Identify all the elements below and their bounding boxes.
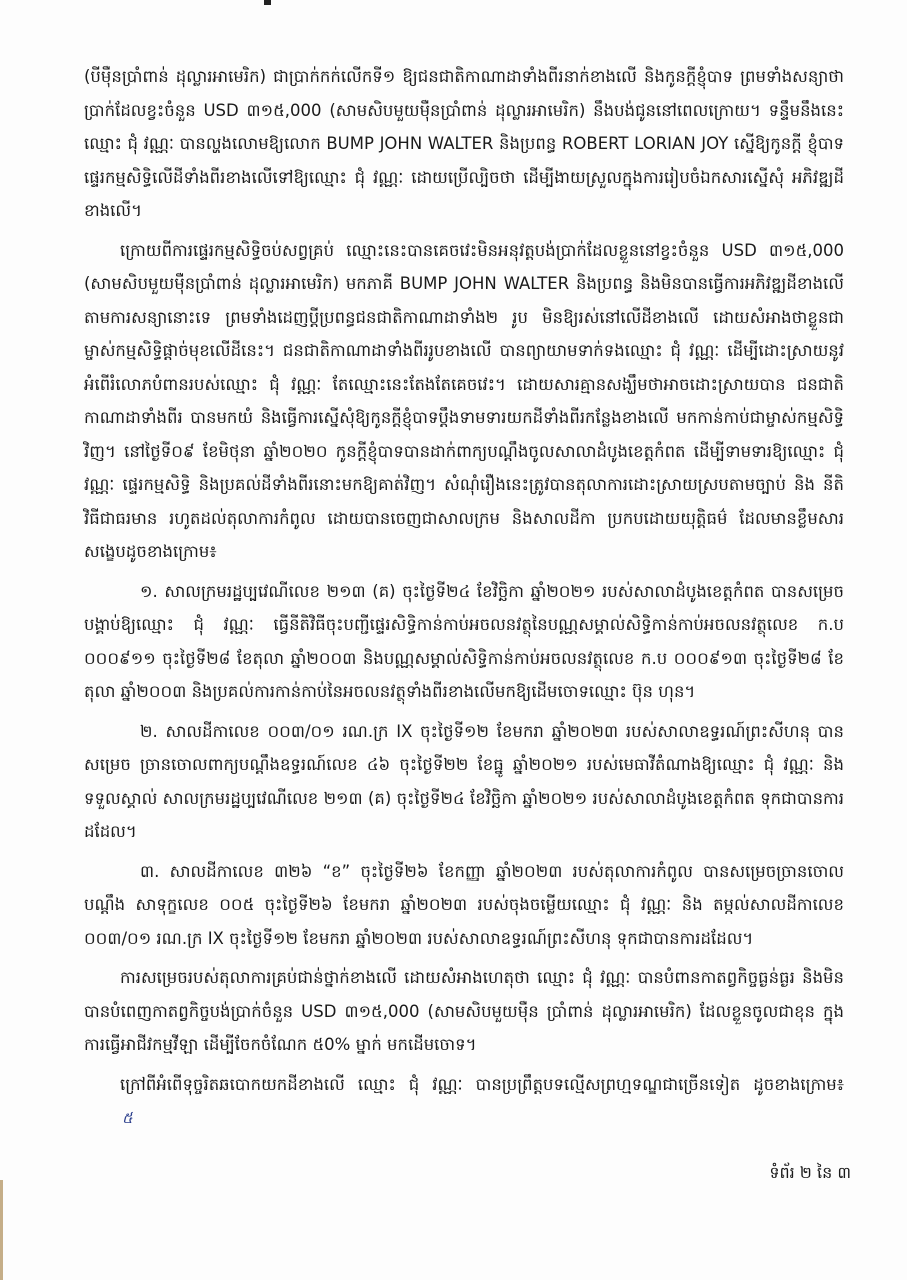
paragraph-judgment-2: ២. សាលដីកាលេខ ០០៣/០១ រណ.ក្រ IX ចុះថ្ងៃទី១២ ខែមករា ឆ្នាំ២០២៣ របស់សាលាឧទ្ធរណ៍ព្រះសីហនុ បានសម្រេច ច្រានចោលពាក្យបណ្ដឹងឧទ្ធរណ៍លេខ ៤៦ ចុះថ្ងៃទី២២ ខែធ្នូ ឆ្នាំ២០២១ របស់មេធាវីតំណាងឱ្យឈ្មោះ ជុំ វណ្ណៈ និងទទួលស្គាល់ សាលក្រមរដ្ឋប្បវេណីលេខ ២១៣ (គ) ចុះថ្ងៃទី២៤ ខែវិច្ឆិកា ឆ្នាំ២០២១ របស់សាលាដំបូងខេត្តកំពត ទុកជាបានការដដែល។ <box>84 721 844 841</box>
scan-edge <box>0 1180 3 1280</box>
binding-mark <box>264 0 271 5</box>
paragraph-other-offenses-text: ក្រៅពីអំពើទុច្ចរិតឆបោកយកដីខាងលើ ឈ្មោះ ជុំ វណ្ណៈ បានប្រព្រឹត្តបទល្មើសព្រហ្មទណ្ឌជាច្រើនទៀត ដូចខាងក្រោម៖ <box>120 1074 844 1094</box>
paragraph-judgment-3: ៣. សាលដីកាលេខ ៣២៦ “ខ” ចុះថ្ងៃទី២៦ ខែកញ្ញា ឆ្នាំ២០២៣ របស់តុលាការកំពូល បានសម្រេចច្រានចោលបណ្ដឹង សាទុក្ខលេខ ០០៥ ចុះថ្ងៃទី២៦ ខែមករា ឆ្នាំ២០២៣ របស់ចុងចម្លើយឈ្មោះ ជុំ វណ្ណៈ និង តម្កល់សាលដីកាលេខ ០០៣/០១ រណ.ក្រ IX ចុះថ្ងៃទី១២ ខែមករា ឆ្នាំ២០២៣ របស់សាលាឧទ្ធរណ៍ព្រះសីហនុ ទុកជាបានការដដែល។ <box>84 861 844 948</box>
paragraph-court-decision: ការសម្រេចរបស់តុលាការគ្រប់ជាន់ថ្នាក់ខាងលើ ដោយសំអាងហេតុថា ឈ្មោះ ជុំ វណ្ណៈ បានបំពានកាតព្វកិច្ចធ្ងន់ធ្ងរ និងមិនបានបំពេញកាតព្វកិច្ចបង់ប្រាក់ចំនួន USD ៣១៥,000 (សាមសិបមួយម៉ឺន ប្រាំពាន់ ដុល្លារអាមេរិក) ដែលខ្លួនចូលជាខុន ក្នុងការធ្វើអាជីវកម្មវីឡា ដើម្បីចែកចំណែក ៥0% ម្នាក់ មកដើមចោទ។ <box>84 968 844 1054</box>
document-body <box>84 60 844 1142</box>
paragraph-continuation: (បីម៉ឺនប្រាំពាន់ ដុល្លារអាមេរិក) ជាប្រាក់កក់លើកទី១ ឱ្យជនជាតិកាណាដាទាំងពីរនាក់ខាងលើ និងកូនក្ដីខ្ញុំបាទ ព្រមទាំងសន្យាថា ប្រាក់ដែលខ្វះចំនួន USD ៣១៥,000 (សាមសិបមួយម៉ឺនប្រាំពាន់ ដុល្លារអាមេរិក) នឹងបង់ជូននៅពេលក្រោយ។ ទន្ទឹមនឹងនេះ ឈ្មោះ ជុំ វណ្ណៈ បានល្ហងលោមឱ្យលោក BUMP JOHN WALTER និងប្រពន្ធ ROBERT LORIAN JOY ស្នើឱ្យកូនក្ដី ខ្ញុំបាទ ផ្ទេរកម្មសិទ្ធិលើដីទាំងពីរខាងលើទៅឱ្យឈ្មោះ ជុំ វណ្ណៈ ដោយប្រើល្បិចថា ដើម្បីងាយស្រួលក្នុងការរៀបចំឯកសារស្នើសុំ អភិវឌ្ឍដីខាងលើ។ <box>84 67 844 220</box>
handwritten-mark: ៥ <box>122 1109 133 1127</box>
paragraph-other-offenses <box>84 1068 844 1136</box>
page-number: ទំព័រ ២ នៃ ៣ <box>769 1163 851 1182</box>
paragraph-judgment-1: ១. សាលក្រមរដ្ឋប្បវេណីលេខ ២១៣ (គ) ចុះថ្ងៃទី២៤ ខែវិច្ឆិកា ឆ្នាំ២០២១ របស់សាលាដំបូងខេត្តកំពត បានសម្រេច បង្គាប់ឱ្យឈ្មោះ ជុំ វណ្ណៈ ធ្វើនីតិវិធីចុះបញ្ជីផ្ទេរសិទ្ធិកាន់កាប់អចលនវត្ថុនៃបណ្ណសម្គាល់សិទ្ធិកាន់កាប់អចលនវត្ថុលេខ ក.ប ០០០៩១១ ចុះថ្ងៃទី២៨ ខែតុលា ឆ្នាំ២០០៣ និងបណ្ណសម្គាល់សិទ្ធិកាន់កាប់អចលនវត្ថុលេខ ក.ប ០០០៩១៣ ចុះថ្ងៃទី២៨ ខែតុលា ឆ្នាំ២០០៣ និងប្រគល់ការកាន់កាប់នៃអចលនវត្ថុទាំងពីរខាងលើមកឱ្យដើមចោទឈ្មោះ ប៊ុន ហុន។ <box>84 581 844 701</box>
paragraph-transfer-dispute: ក្រោយពីការផ្ទេរកម្មសិទ្ធិចប់សព្វគ្រប់ ឈ្មោះនេះបានគេចវេះមិនអនុវត្តបង់ប្រាក់ដែលខ្លួននៅខ្វះចំនួន USD ៣១៥,000 (សាមសិបមួយម៉ឺនប្រាំពាន់ ដុល្លារអាមេរិក) មកភាគី BUMP JOHN WALTER និងប្រពន្ធ និងមិនបានធ្វើការអភិវឌ្ឍដីខាងលើ តាមការសន្យានោះទេ ព្រមទាំងដេញប្ដីប្រពន្ធជនជាតិកាណាដាទាំង២ រូប មិនឱ្យរស់នៅលើដីខាងលើ ដោយសំអាងថាខ្លួនជា ម្ចាស់កម្មសិទ្ធិផ្ដាច់មុខលើដីនេះ។ ជនជាតិកាណាដាទាំងពីររូបខាងលើ បានព្យាយាមទាក់ទងឈ្មោះ ជុំ វណ្ណៈ ដើម្បីដោះស្រាយនូវ អំពើរំលោភបំពានរបស់ឈ្មោះ ជុំ វណ្ណៈ តែឈ្មោះនេះតែងតែគេចវេះ។ ដោយសារគ្មានសង្ឃឹមថាអាចដោះស្រាយបាន ជនជាតិ កាណាដាទាំងពីរ បានមកយំ និងធ្វើការស្នើសុំឱ្យកូនក្ដីខ្ញុំបាទប្ដឹងទាមទារយកដីទាំងពីរកន្លែងខាងលើ មកកាន់កាប់ជាម្ចាស់កម្មសិទ្ធិ វិញ។ នៅថ្ងៃទី០៩ ខែមិថុនា ឆ្នាំ២០២០ កូនក្ដីខ្ញុំបាទបានដាក់ពាក្យបណ្ដឹងចូលសាលាដំបូងខេត្តកំពត ដើម្បីទាមទារឱ្យឈ្មោះ ជុំ វណ្ណៈ ផ្ទេរកម្មសិទ្ធិ និងប្រគល់ដីទាំងពីរនោះមកឱ្យគាត់វិញ។ សំណុំរឿងនេះត្រូវបានតុលាការដោះស្រាយស្របតាមច្បាប់ និង នីតិវិធីជាធរមាន រហូតដល់តុលាការកំពូល ដោយបានចេញជាសាលក្រម និងសាលដីកា ប្រកបដោយយុត្តិធម៌ ដែលមានខ្លឹមសារ សង្ខេបដូចខាងក្រោម៖ <box>84 240 844 561</box>
